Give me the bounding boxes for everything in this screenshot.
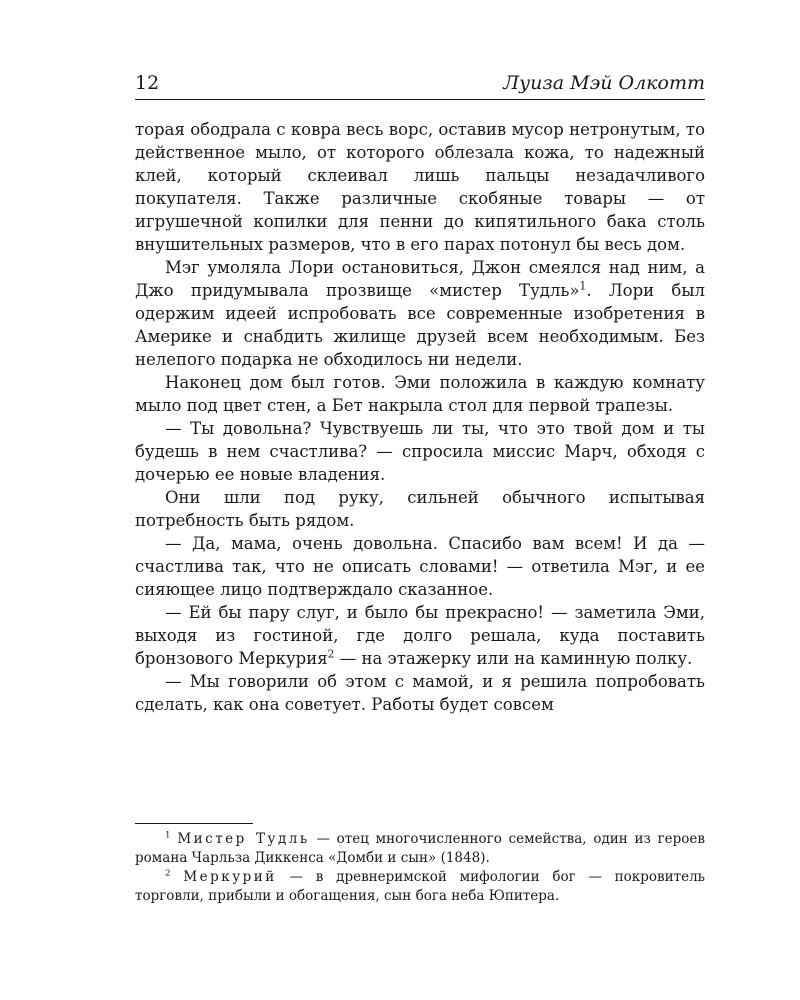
footnote-rule: [135, 823, 253, 824]
paragraph: Мэг умоляла Лори остановиться, Джон смеялся над ним, а Джо придумывала прозвище «мистер Тудль»$^1$. Лори был одержим идеей испробовать все современные изобретения в Америке и снабдить жилище друзей всем необходимым. Без нелепого подарка не обходилось ни недели.: [135, 258, 705, 369]
footnote-ref[interactable]: 1: [579, 279, 587, 293]
paragraph-text: Лори был одержим идеей испробовать все современные изобретения в Америке и снабдить жилище друзей всем необходимым. Без нелепого подарка не обходилось ни недели.: [135, 281, 705, 369]
footnote-term: Мистер Тудль: [177, 831, 310, 847]
footnote-ref[interactable]: 2: [327, 647, 335, 661]
page-number: 12: [135, 72, 160, 94]
footnotes: [135, 830, 705, 906]
body-text: [135, 118, 705, 716]
paragraph: торая ободрала с ковра весь ворс, оставив мусор нетронутым, то действенное мыло, от которого облезала кожа, то надежный клей, который склеивал лишь пальцы незадачливого покупателя. Также различные скобяные товары — от игрушечной копилки для пенни до кипятильного бака столь внушительных размеров, что в его парах потонул бы весь дом.: [135, 120, 705, 254]
footnote-marker: 2: [165, 868, 171, 879]
running-head: [135, 70, 705, 96]
footnote-term: Меркурий: [183, 869, 277, 885]
footnote-marker: 1: [165, 830, 171, 841]
running-title: Луиза Мэй Олкотт: [503, 72, 705, 94]
paragraph-text: Мэг умоляла Лори остановиться, Джон смеялся над ним, а Джо придумывала прозвище «мистер Тудль»: [135, 258, 705, 300]
paragraph: Они шли под руку, сильней обычного испытывая потребность быть рядом.: [135, 488, 705, 530]
paragraph-text: — Ей бы пару слуг, и было бы прекрасно! — заметила Эми, выходя из гостиной, где долго решала, куда поставить бронзового Меркурия: [135, 603, 705, 668]
paragraph: Наконец дом был готов. Эми положила в каждую комнату мыло под цвет стен, а Бет накрыла стол для первой трапезы.: [135, 373, 705, 415]
paragraph-text: — на этажерку или на каминную полку.: [334, 649, 693, 668]
footnote-2: [135, 868, 705, 906]
footnote-1: [135, 830, 705, 868]
paragraph: — Ты довольна? Чувствуешь ли ты, что это твой дом и ты будешь в нем счастлива? — спросила миссис Марч, обходя с дочерью ее новые владения.: [135, 419, 705, 484]
paragraph: — Мы говорили об этом с мамой, и я решила попробовать сделать, как она советует. Работы будет совсем: [135, 672, 705, 714]
header-rule: [135, 99, 705, 100]
footnote-text: — отец многочисленного семейства, один из героев романа Чарльза Диккенса «Домби и сын» (1848).: [135, 831, 705, 866]
paragraph: — Да, мама, очень довольна. Спасибо вам всем! И да — счастлива так, что не описать словами! — ответила Мэг, и ее сияющее лицо подтверждало сказанное.: [135, 534, 705, 599]
footnote-text: — в древнеримской мифологии бог — покровитель торговли, прибыли и обогащения, сын бога неба Юпитера.: [135, 869, 705, 904]
paragraph: [135, 601, 705, 670]
